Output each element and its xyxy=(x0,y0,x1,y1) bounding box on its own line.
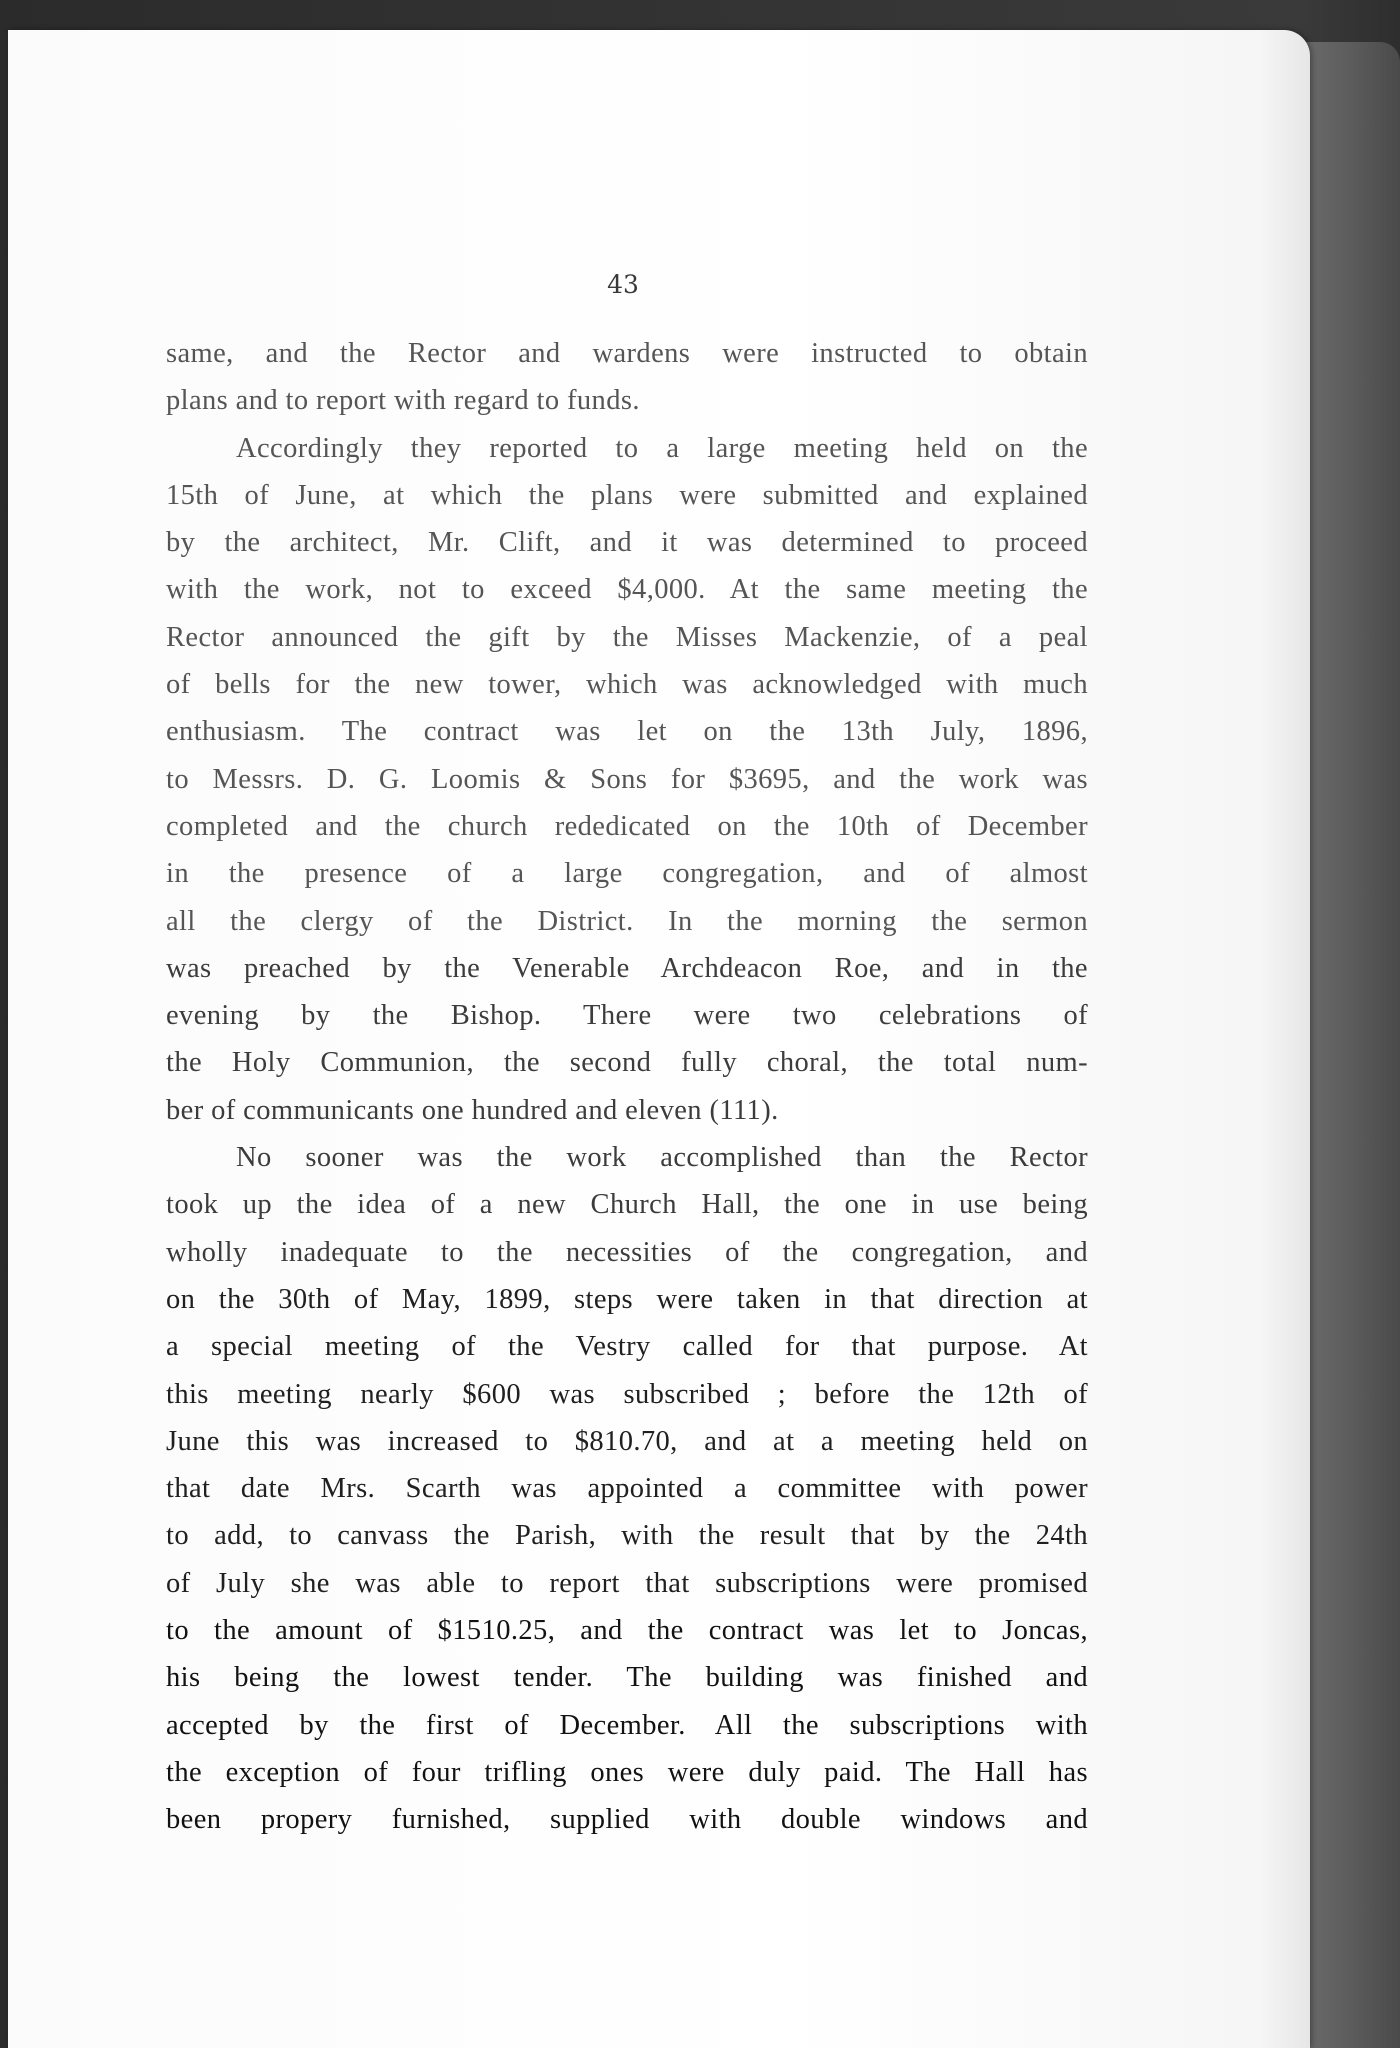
page-number: 43 xyxy=(607,270,639,299)
text-line: Rector announced the gift by the Misses Mackenzie, of a peal xyxy=(166,621,1088,653)
text-line: of July she was able to report that subscriptions were promised xyxy=(166,1567,1088,1599)
text-line: on the 30th of May, 1899, steps were taken in that direction at xyxy=(166,1283,1088,1315)
text-line: 15th of June, at which the plans were submitted and explained xyxy=(166,479,1088,511)
text-line: that date Mrs. Scarth was appointed a committee with power xyxy=(166,1473,1088,1505)
text-line: his being the lowest tender. The building was finished and xyxy=(166,1662,1088,1694)
text-line: completed and the church rededicated on the 10th of December xyxy=(166,810,1088,842)
text-line: the Holy Communion, the second fully choral, the total num- xyxy=(166,1047,1088,1079)
text-line: plans and to report with regard to funds. xyxy=(166,385,640,417)
text-line: a special meeting of the Vestry called for that purpose. At xyxy=(166,1331,1088,1363)
text-line: June this was increased to $810.70, and at a meeting held on xyxy=(166,1425,1088,1457)
body-text xyxy=(166,330,1088,1844)
text-line: evening by the Bishop. There were two celebrations of xyxy=(166,1000,1088,1032)
text-line: to add, to canvass the Parish, with the result that by the 24th xyxy=(166,1520,1088,1552)
text-line: accepted by the first of December. All the subscriptions with xyxy=(166,1709,1088,1741)
text-line: was preached by the Venerable Archdeacon Roe, and in the xyxy=(166,952,1088,984)
text-line: same, and the Rector and wardens were instructed to obtain xyxy=(166,338,1088,369)
text-line: ber of communicants one hundred and eleven (111). xyxy=(166,1094,779,1126)
paragraph-start-line: No sooner was the work accomplished than the Rector xyxy=(236,1142,1088,1174)
text-line: all the clergy of the District. In the morning the sermon xyxy=(166,905,1088,937)
text-line: to the amount of $1510.25, and the contract was let to Joncas, xyxy=(166,1615,1088,1647)
text-line: enthusiasm. The contract was let on the 13th July, 1896, xyxy=(166,716,1088,748)
paragraph-start-line: Accordingly they reported to a large meeting held on the xyxy=(236,432,1088,464)
text-line: in the presence of a large congregation, and of almost xyxy=(166,858,1088,890)
text-line: wholly inadequate to the necessities of the congregation, and xyxy=(166,1236,1088,1268)
text-line: the exception of four trifling ones were duly paid. The Hall has xyxy=(166,1756,1088,1788)
text-line: by the architect, Mr. Clift, and it was determined to proceed xyxy=(166,527,1088,559)
text-line: been propery furnished, supplied with double windows and xyxy=(166,1804,1088,1836)
text-line: to Messrs. D. G. Loomis & Sons for $3695, and the work was xyxy=(166,763,1088,795)
text-line: of bells for the new tower, which was acknowledged with much xyxy=(166,669,1088,701)
text-line: with the work, not to exceed $4,000. At the same meeting the xyxy=(166,574,1088,606)
book-page xyxy=(8,30,1310,2048)
text-line: took up the idea of a new Church Hall, the one in use being xyxy=(166,1189,1088,1221)
text-line: this meeting nearly $600 was subscribed ; before the 12th of xyxy=(166,1378,1088,1410)
